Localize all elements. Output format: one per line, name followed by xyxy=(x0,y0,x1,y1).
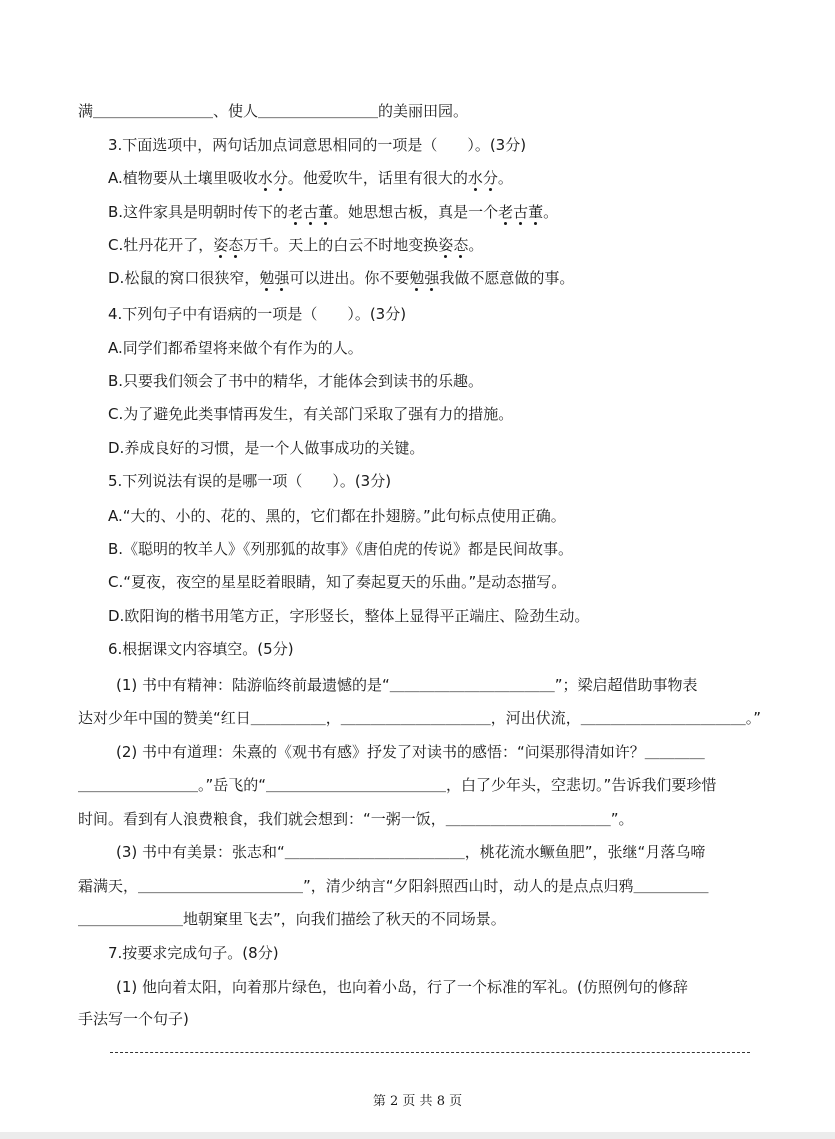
option-4d: D.养成良好的习惯，是一个人做事成功的关键。 xyxy=(108,439,425,457)
dotted-char: 姿 xyxy=(438,236,454,254)
option-5c: C.“夏夜，夜空的星星眨着眼睛，知了奏起夏天的乐曲。”是动态描写。 xyxy=(108,573,567,591)
dotted-char: 董 xyxy=(318,203,334,221)
dotted-char: 古 xyxy=(303,203,319,221)
text-line: 手法写一个句子) xyxy=(78,1010,189,1028)
text-line: ＿＿＿＿＿＿＿＿。”岳飞的“＿＿＿＿＿＿＿＿＿＿＿＿，白了少年头，空悲切。”告诉我们要珍惜 xyxy=(78,776,717,794)
option-4c: C.为了避免此类事情再发生，有关部门采取了强有力的措施。 xyxy=(108,405,514,423)
dotted-char: 董 xyxy=(528,203,544,221)
question-7-part-1: (1) 他向着太阳，向着那片绿色，也向着小岛，行了一个标准的军礼。(仿照例句的修辞 xyxy=(116,978,688,996)
question-6-part-1: (1) 书中有精神：陆游临终前最遗憾的是“＿＿＿＿＿＿＿＿＿＿＿”；梁启超借助事物表 xyxy=(116,676,698,694)
question-6-stem: 6.根据课文内容填空。(5分) xyxy=(108,640,294,658)
text-line: 霜满天，＿＿＿＿＿＿＿＿＿＿＿”，清少纳言“夕阳斜照西山时，动人的是点点归鸦＿＿＿＿＿ xyxy=(78,877,709,895)
option-3c: C.牡丹花开了，姿态万千。天上的白云不时地变换姿态。 xyxy=(108,236,484,254)
option-5a: A.“大的、小的、花的、黑的，它们都在扑翅膀。”此句标点使用正确。 xyxy=(108,507,566,525)
dotted-char: 分 xyxy=(272,169,288,187)
question-5-stem: 5.下列说法有误的是哪一项（ ）。(3分) xyxy=(108,472,392,490)
dotted-char: 老 xyxy=(288,203,304,221)
text-line: ＿＿＿＿＿＿＿地朝窠里飞去”，向我们描绘了秋天的不同场景。 xyxy=(78,910,506,928)
dotted-char: 老 xyxy=(498,203,514,221)
dotted-char: 姿 xyxy=(213,236,229,254)
option-4b: B.只要我们领会了书中的精华，才能体会到读书的乐趣。 xyxy=(108,372,484,390)
question-6-part-3: (3) 书中有美景：张志和“＿＿＿＿＿＿＿＿＿＿＿＿，桃花流水鳜鱼肥”，张继“月落乌啼 xyxy=(116,843,706,861)
question-6-part-2: (2) 书中有道理：朱熹的《观书有感》抒发了对读书的感悟：“问渠那得清如许？＿＿＿＿ xyxy=(116,743,705,761)
dotted-char: 勉 xyxy=(409,269,425,287)
dotted-char: 勉 xyxy=(259,269,275,287)
viewer-bottom-edge xyxy=(0,1132,835,1139)
dotted-char: 古 xyxy=(513,203,529,221)
dotted-char: 强 xyxy=(424,269,440,287)
page-number: 第 2 页 共 8 页 xyxy=(372,1094,463,1109)
dotted-char: 态 xyxy=(228,236,244,254)
question-3-stem: 3.下面选项中，两句话加点词意思相同的一项是（ ）。(3分) xyxy=(108,136,527,154)
answer-line[interactable] xyxy=(110,1052,750,1053)
text-line: 达对少年中国的赞美“红日＿＿＿＿＿，＿＿＿＿＿＿＿＿＿＿，河出伏流，＿＿＿＿＿＿＿＿＿＿＿。” xyxy=(78,709,762,727)
dotted-char: 水 xyxy=(467,169,483,187)
dotted-char: 强 xyxy=(274,269,290,287)
question-4-stem: 4.下列句子中有语病的一项是（ ）。(3分) xyxy=(108,305,407,323)
option-4a: A.同学们都希望将来做个有作为的人。 xyxy=(108,339,363,357)
dotted-char: 水 xyxy=(257,169,273,187)
text-line: 时间。看到有人浪费粮食，我们就会想到：“一粥一饭，＿＿＿＿＿＿＿＿＿＿＿”。 xyxy=(78,810,634,828)
option-3d: D.松鼠的窝口很狭窄，勉强可以进出。你不要勉强我做不愿意做的事。 xyxy=(108,269,575,287)
option-5b: B.《聪明的牧羊人》《列那狐的故事》《唐伯虎的传说》都是民间故事。 xyxy=(108,540,574,558)
option-3a: A.植物要从土壤里吸收水分。他爱吹牛，话里有很大的水分。 xyxy=(108,169,513,187)
option-3b: B.这件家具是明朝时传下的老古董。她思想古板，真是一个老古董。 xyxy=(108,203,559,221)
option-5d: D.欧阳询的楷书用笔方正，字形竖长，整体上显得平正端庄、险劲生动。 xyxy=(108,607,590,625)
dotted-char: 态 xyxy=(453,236,469,254)
question-7-stem: 7.按要求完成句子。(8分) xyxy=(108,944,279,962)
dotted-char: 分 xyxy=(482,169,498,187)
text-line: 满＿＿＿＿＿＿＿＿、使人＿＿＿＿＿＿＿＿的美丽田园。 xyxy=(78,102,469,120)
